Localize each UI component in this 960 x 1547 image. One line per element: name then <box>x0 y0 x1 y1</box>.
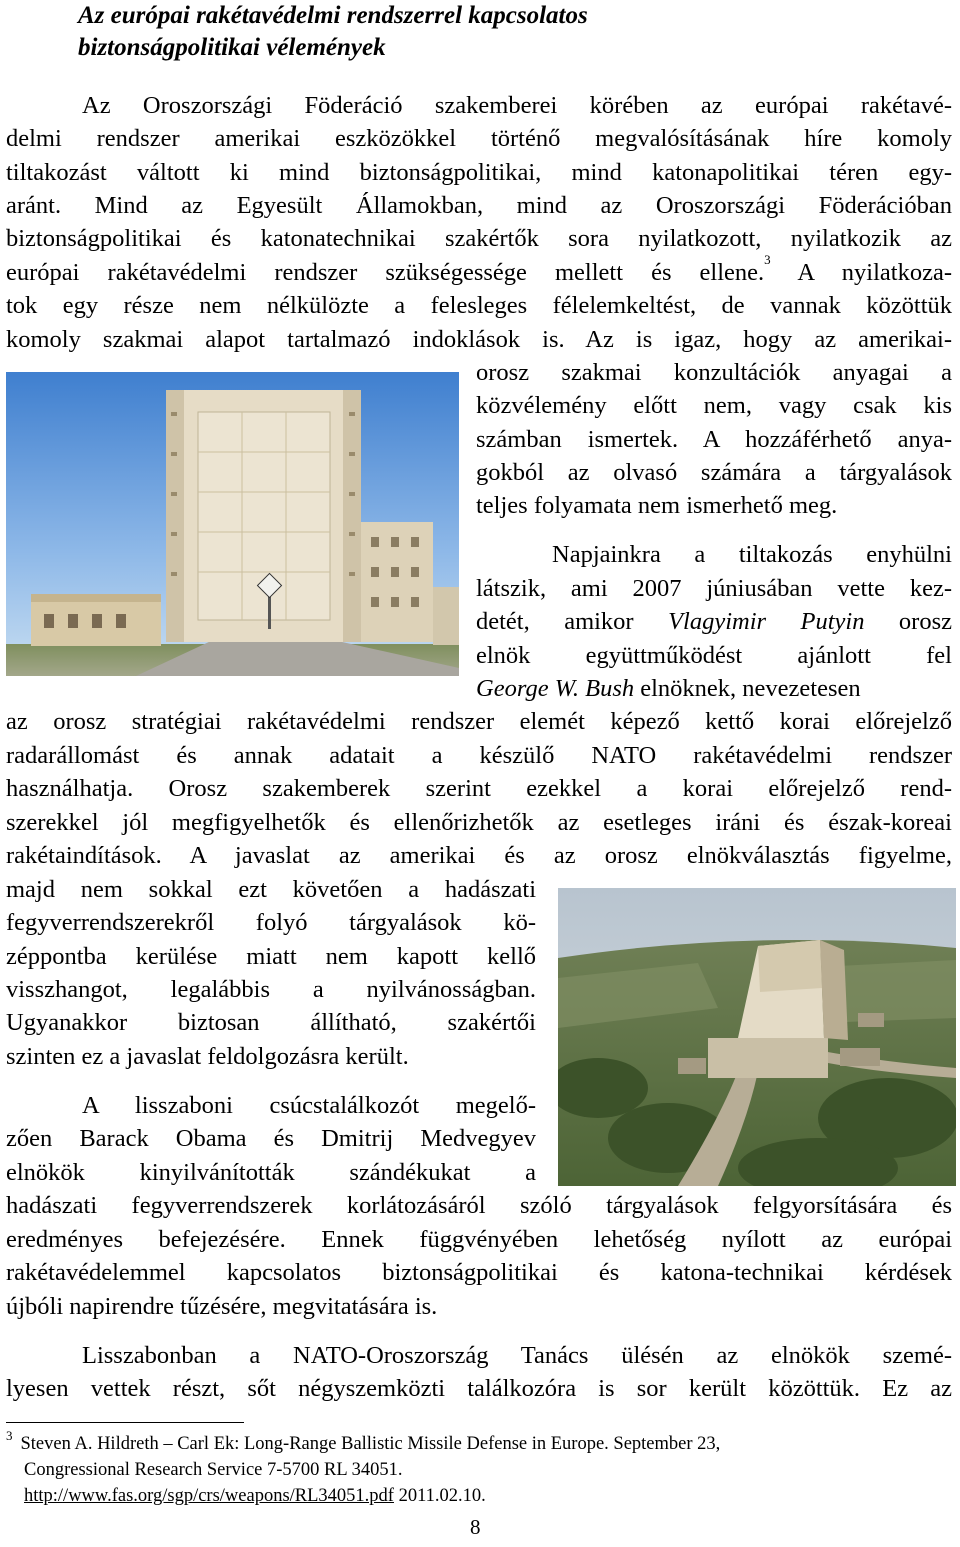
text-line: rakétavédelemmel kapcsolatos biztonságpolitikai és katona-technikai kérdések <box>6 1259 952 1286</box>
text-line: elnökök kinyilvánították szándékukat a <box>6 1159 536 1186</box>
section-title-line-2: biztonságpolitikai vélemények <box>78 34 386 61</box>
footnote-line-1 <box>6 1428 721 1457</box>
footnote-text: Steven A. Hildreth – Carl Ek: Long-Range Ballistic Missile Defense in Europe. September 23, <box>20 1434 721 1454</box>
text-line: újbóli napirendre tűzésére, megvitatására is. <box>6 1293 438 1320</box>
text-line: teljes folyamata nem ismerhető meg. <box>476 492 838 519</box>
section-title-line-1: Az európai rakétavédelmi rendszerrel kapcsolatos <box>78 2 588 29</box>
text-line: visszhangot, legalábbis a nyilvánosságban. <box>6 976 536 1003</box>
text-line: használhatja. Orosz szakemberek szerint ezekkel a korai előrejelző rend- <box>6 775 952 802</box>
text-line: A lisszaboni csúcstalálkozót megelő- <box>82 1092 536 1119</box>
text-line: számban ismertek. A hozzáférhető anya- <box>476 426 952 453</box>
text-line: szinten ez a javaslat feldolgozásra került. <box>6 1043 409 1070</box>
text-line: Az Oroszországi Föderáció szakemberei körében az európai rakétavé- <box>82 92 952 119</box>
text-line: hadászati fegyverrendszerek korlátozásáról szóló tárgyalások felgyorsítására és <box>6 1192 952 1219</box>
text-line: fegyverrendszerekről folyó tárgyalások kö- <box>6 909 536 936</box>
text-line: Napjainkra a tiltakozás enyhülni <box>552 541 952 568</box>
text-line: orosz szakmai konzultációk anyagai a <box>476 359 952 386</box>
text-line-with-name <box>476 672 861 705</box>
text-line: delmi rendszer amerikai eszközökkel történő megvalósításának híre komoly <box>6 125 952 152</box>
text-span: elnöknek, nevezetesen <box>634 675 861 702</box>
text-line: majd nem sokkal ezt követően a hadászati <box>6 876 536 903</box>
text-line: aránt. Mind az Egyesült Államokban, mind az Oroszországi Föderációban <box>6 192 952 219</box>
text-line-with-name <box>476 605 952 638</box>
text-line: komoly szakmai alapot tartalmazó indoklások is. Az is igaz, hogy az amerikai- <box>6 326 952 353</box>
page-number: 8 <box>470 1515 481 1539</box>
text-line: közvélemény előtt nem, vagy csak kis <box>476 392 952 419</box>
person-name: George W. Bush <box>476 675 635 702</box>
person-name: Vlagyimir Putyin <box>668 608 865 635</box>
text-line: Ugyanakkor biztosan állítható, szakértői <box>6 1009 536 1036</box>
text-line: biztonságpolitikai és katonatechnikai szakértők sora nyilatkozott, nyilatkozik az <box>6 225 952 252</box>
text-span: európai rakétavédelmi rendszer szükségessége mellett és ellene. <box>6 259 765 286</box>
text-line: rakétaindítások. A javaslat az amerikai és az orosz elnökválasztás figyelme, <box>6 842 952 869</box>
text-line: zéppontba kerülése miatt nem kapott kellő <box>6 943 536 970</box>
text-span: orosz <box>864 608 952 635</box>
aerial-radar-site-photo <box>558 888 956 1186</box>
footnote-line-3 <box>24 1484 486 1509</box>
text-line: zően Barack Obama és Dmitrij Medvegyev <box>6 1125 536 1152</box>
text-line-with-footnote-ref <box>6 252 952 289</box>
text-line: Lisszabonban a NATO-Oroszország Tanács ülésén az elnökök szemé- <box>82 1342 952 1369</box>
text-line: elnök együttműködést ajánlott fel <box>476 642 952 669</box>
text-line: gokból az olvasó számára a tárgyalások <box>476 459 952 486</box>
text-line: tiltakozást váltott ki mind biztonságpolitikai, mind katonapolitikai téren egy- <box>6 159 952 186</box>
radar-station-photo <box>6 372 459 676</box>
text-line: tok egy része nem nélkülözte a felesleges félelemkeltést, de vannak közöttük <box>6 292 952 319</box>
text-line: radarállomást és annak adatait a készülő NATO rakétavédelmi rendszer <box>6 742 952 769</box>
text-line: látszik, ami 2007 júniusában vette kez- <box>476 575 952 602</box>
footnote-reference[interactable]: 3 <box>764 252 771 267</box>
text-span: A nyilatkoza- <box>770 259 952 286</box>
text-line: szerekkel jól megfigyelhetők és ellenőrizhetők az esetleges iráni és észak-koreai <box>6 809 952 836</box>
footnote-date: 2011.02.10. <box>393 1486 486 1506</box>
text-line: eredményes befejezésére. Ennek függvényében lehetőség nyílott az európai <box>6 1226 952 1253</box>
footnote-number: 3 <box>6 1428 13 1443</box>
text-line: lyesen vettek részt, sőt négyszemközti találkozóra is sor került közöttük. Ez az <box>6 1375 952 1402</box>
footnote-line-2: Congressional Research Service 7-5700 RL 34051. <box>24 1460 403 1480</box>
text-span: detét, amikor <box>476 608 669 635</box>
footnote-link[interactable]: http://www.fas.org/sgp/crs/weapons/RL34051.pdf <box>24 1486 394 1506</box>
footnote-separator <box>6 1422 244 1423</box>
text-line: az orosz stratégiai rakétavédelmi rendszer elemét képező kettő korai előrejelző <box>6 708 952 735</box>
